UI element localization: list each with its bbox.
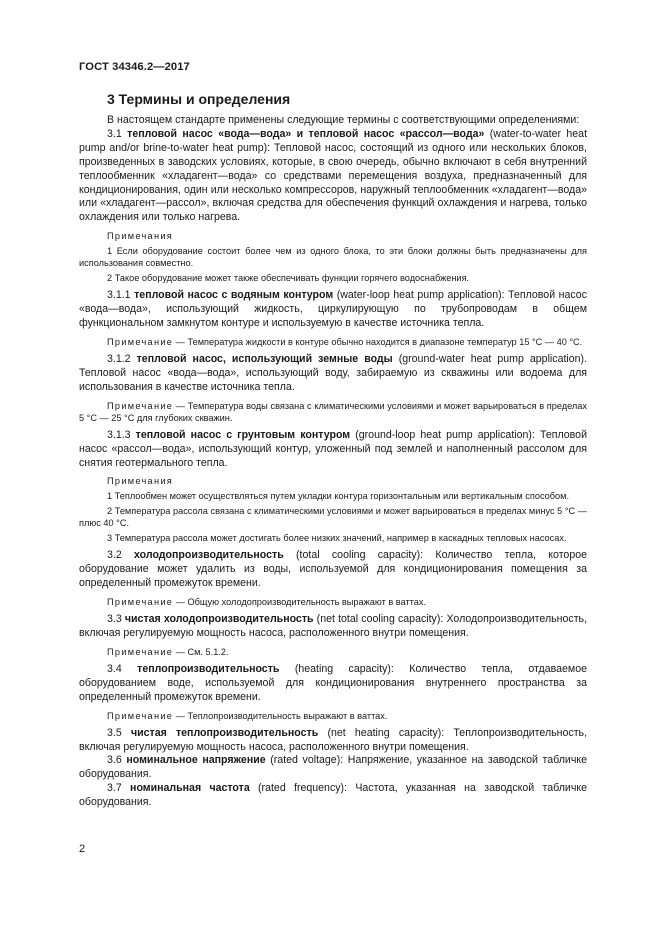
note-item: 2 Температура рассола связана с климатическими условиями и может варьироваться в пределах минус 5 °С — плюс 40 °С. (79, 506, 587, 529)
term-definition: (heating capacity): Количество тепла, отдаваемое оборудованием воде, используемой для кондиционирования внутреннего пространства за определенный промежуток времени. (79, 662, 587, 703)
note-paragraph (79, 336, 587, 348)
term-definition: (ground-loop heat pump application): Тепловой насос «рассол—вода», использующий контур, уложенный под землей и наполненный рассолом для снятия геотермального тепла. (79, 428, 587, 469)
notes-heading: Примечания (107, 476, 174, 487)
term-definition: (rated frequency): Частота, указанная на заводской табличке оборудования. (79, 782, 587, 809)
term-3-4 (79, 663, 587, 705)
term-number: 3.4 (107, 662, 138, 675)
note-item: 2 Такое оборудование может также обеспечивать функции горячего водоснабжения. (107, 273, 470, 284)
note-paragraph (79, 646, 587, 658)
notes-heading: Примечания (107, 231, 174, 242)
intro-paragraph: В настоящем стандарте применены следующие термины с соответствующими определениями: (107, 114, 580, 126)
term-number: 3.3 (107, 613, 125, 626)
note-dash: — (173, 646, 188, 657)
term-number: 3.1.3 (107, 428, 136, 441)
note-item: 1 Теплообмен может осуществляться путем укладки контура горизонтальным или вертикальным способом. (107, 491, 570, 502)
note-text: Температура воды связана с климатическими условиями и может варьироваться в пределах 5 °С — 25 °С для глубоких скважин. (79, 400, 587, 423)
page-number: 2 (79, 843, 86, 855)
term-number: 3.6 (107, 754, 127, 767)
note-dash: — (173, 336, 188, 347)
note-dash: — (173, 400, 188, 411)
term-3-1-1 (79, 289, 587, 331)
term-name: тепловой насос, использующий земные воды (136, 352, 393, 365)
term-number: 3.1.1 (107, 289, 135, 302)
term-3-5 (79, 727, 587, 755)
term-name: тепловой насос с грунтовым контуром (135, 428, 351, 441)
term-number: 3.2 (107, 549, 135, 562)
term-name: номинальное напряжение (126, 754, 266, 767)
note-heading: Примечание (107, 646, 174, 657)
term-definition: (net total cooling capacity): Холодопроизводительность, включая регулируемую мощность насоса, расположенного внутри помещения. (79, 613, 588, 640)
term-definition: (rated voltage): Напряжение, указанное на заводской табличке оборудования. (79, 754, 587, 781)
note-dash: — (173, 597, 188, 608)
note-text: Теплопроизводительность выражают в ваттах. (187, 710, 388, 721)
term-name: чистая теплопроизводительность (130, 726, 319, 739)
note-text: Температура жидкости в контуре обычно находится в диапазоне температур 15 °С — 40 °С. (187, 336, 583, 347)
term-3-6 (79, 754, 587, 782)
note-paragraph (79, 710, 587, 722)
term-definition: (total cooling capacity): Количество тепла, которое оборудование может удалить из воды, используемой для кондиционирования помещения за определенный промежуток времени. (79, 549, 587, 590)
note-heading: Примечание (107, 710, 174, 721)
term-3-3 (79, 613, 587, 641)
term-3-2 (79, 549, 587, 591)
term-name: холодопроизводительность (134, 549, 284, 562)
note-paragraph (79, 400, 587, 424)
term-number: 3.7 (107, 782, 131, 795)
note-text: Общую холодопроизводительность выражают в ваттах. (187, 597, 427, 608)
term-definition: (net heating capacity): Теплопроизводительность, включая регулируемую мощность насоса, расположенного внутри помещения. (79, 726, 588, 753)
term-name: чистая холодопроизводительность (124, 613, 314, 626)
term-name: номинальная частота (130, 782, 250, 795)
note-heading: Примечание (107, 597, 174, 608)
note-heading: Примечание (107, 336, 174, 347)
note-dash: — (173, 710, 188, 721)
term-3-1 (79, 128, 587, 225)
term-name: тепловой насос «вода—вода» и тепловой насос «рассол—вода» (127, 127, 485, 140)
term-number: 3.1.2 (107, 352, 137, 365)
term-definition: (ground-water heat pump application). Тепловой насос «вода—вода», использующий воду, забираемую из скважины или водоема для использования в качестве источника тепла. (79, 352, 588, 393)
term-definition: (water-loop heat pump application): Тепловой насос «вода—вода», использующий жидкость, циркулирующую по трубопроводам в общем функциональном замкнутом контуре и используемую в качестве источника тепла. (79, 289, 587, 330)
term-name: теплопроизводительность (137, 662, 280, 675)
document-header: ГОСТ 34346.2—2017 (79, 61, 190, 73)
note-item: 1 Если оборудование состоит более чем из одного блока, то эти блоки должны быть предназначены для использования совместно. (79, 246, 587, 269)
note-text: См. 5.1.2. (187, 646, 229, 657)
note-item: 3 Температура рассола может достигать более низких значений, например в каскадных тепловых насосах. (107, 533, 567, 544)
section-title: 3 Термины и определения (107, 91, 291, 107)
term-definition: (water-to-water heat pump and/or brine-to-water heat pump): Тепловой насос, состоящий из одного или нескольких блоков, произведенных в заводских условиях, которые, в свою очередь, обычно включают в себя внутренний теплообменник «хладагент—вода» со средствами перемещения воздуха, предназначенный для кондиционирования, один или несколько компрессоров, наружный теплообменник «хладагент—вода» или «хладагент—рассол», включая средства для обеспечения функций охлаждения и нагрева, только охлаждения или только нагрева. (79, 127, 588, 224)
term-3-7 (79, 782, 587, 810)
term-3-1-2 (79, 353, 587, 395)
note-paragraph (79, 596, 587, 608)
term-3-1-3 (79, 429, 587, 471)
term-number: 3.1 (107, 127, 128, 140)
term-number: 3.5 (107, 726, 131, 739)
document-body (79, 114, 587, 810)
note-heading: Примечание (107, 400, 174, 411)
term-name: тепловой насос с водяным контуром (134, 289, 334, 302)
